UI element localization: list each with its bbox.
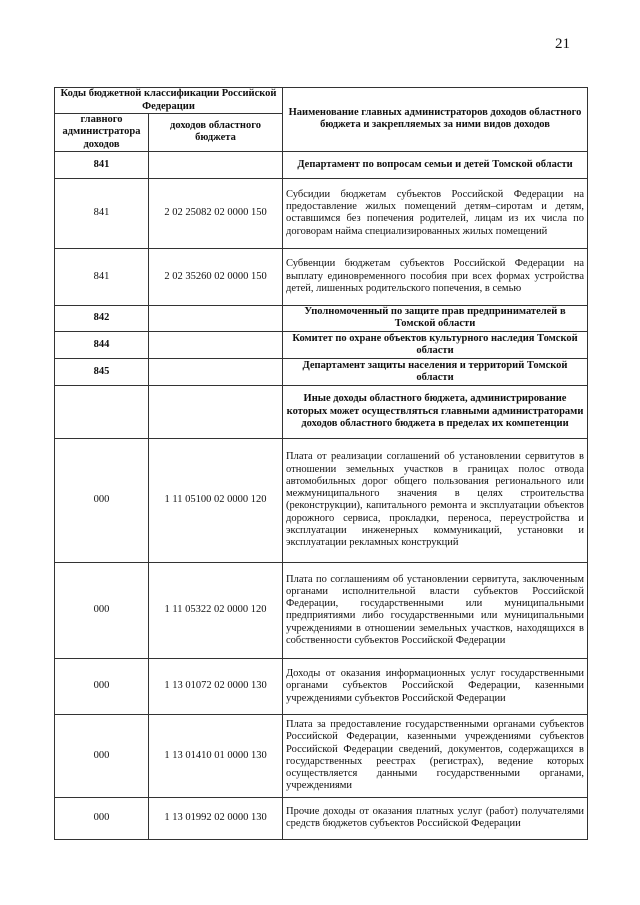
description-cell: Департамент защиты населения и территорий Томской области: [283, 358, 588, 385]
income-code-cell: 1 11 05322 02 0000 120: [149, 562, 283, 658]
income-code-cell: 2 02 35260 02 0000 150: [149, 248, 283, 305]
income-code-cell: 2 02 25082 02 0000 150: [149, 178, 283, 248]
header-codes-group: Коды бюджетной классификации Российской Федерации: [55, 88, 283, 114]
table-row: [55, 358, 588, 385]
header-income-column: доходов областного бюджета: [149, 114, 283, 152]
income-code-cell: 1 11 05100 02 0000 120: [149, 438, 283, 562]
description-cell: Прочие доходы от оказания платных услуг (работ) получателями средств бюджетов субъектов Российской Федерации: [283, 797, 588, 839]
income-code-cell: [149, 331, 283, 358]
table-row: [55, 714, 588, 797]
header-name-column: Наименование главных администраторов доходов областного бюджета и закрепляемых за ними видов доходов: [283, 88, 588, 152]
budget-classification-table: [54, 87, 588, 840]
table-row: [55, 178, 588, 248]
description-cell: Плата за предоставление государственными органами субъектов Российской Федерации, казенными учреждениями субъектов Российской Федерации сведений, документов, содержащихся в государственных реестрах (регистрах), ведение которых осуществляется данными государственными органами, учреждениями: [283, 714, 588, 797]
table-row: [55, 658, 588, 714]
admin-code-cell: 000: [55, 797, 149, 839]
admin-code-cell: 841: [55, 248, 149, 305]
admin-code-cell: 844: [55, 331, 149, 358]
table-row: [55, 248, 588, 305]
admin-code-cell: 842: [55, 305, 149, 331]
table-row: [55, 562, 588, 658]
description-cell: Иные доходы областного бюджета, администрирование которых может осуществляться главными администраторами доходов областного бюджета в пределах их компетенции: [283, 385, 588, 438]
table-row: [55, 438, 588, 562]
description-cell: Доходы от оказания информационных услуг государственными органами субъектов Российской Федерации, казенными учреждениями субъектов Российской Федерации: [283, 658, 588, 714]
admin-code-cell: 000: [55, 714, 149, 797]
admin-code-cell: 000: [55, 438, 149, 562]
header-admin-column: главного администратора доходов: [55, 114, 149, 152]
admin-code-cell: 841: [55, 151, 149, 178]
table-row: [55, 797, 588, 839]
income-code-cell: 1 13 01992 02 0000 130: [149, 797, 283, 839]
table-row: [55, 331, 588, 358]
description-cell: Плата по соглашениям об установлении сервитута, заключенным органами исполнительной власти субъектов Российской Федерации, государственными или муниципальными предприятиями либо государственными или муниципальными учреждениями в отношении земельных участков, находящихся в собственности субъектов Российской Федерации: [283, 562, 588, 658]
description-cell: Комитет по охране объектов культурного наследия Томской области: [283, 331, 588, 358]
income-code-cell: [149, 385, 283, 438]
table-row: [55, 305, 588, 331]
admin-code-cell: 000: [55, 658, 149, 714]
income-code-cell: [149, 151, 283, 178]
admin-code-cell: 841: [55, 178, 149, 248]
admin-code-cell: 845: [55, 358, 149, 385]
income-code-cell: 1 13 01410 01 0000 130: [149, 714, 283, 797]
admin-code-cell: [55, 385, 149, 438]
header-row-1: [55, 88, 588, 114]
income-code-cell: [149, 305, 283, 331]
description-cell: Департамент по вопросам семьи и детей Томской области: [283, 151, 588, 178]
page-number: 21: [555, 36, 570, 52]
description-cell: Субвенции бюджетам субъектов Российской Федерации на выплату единовременного пособия при всех формах устройства детей, лишенных родительского попечения, в семью: [283, 248, 588, 305]
table-row: [55, 385, 588, 438]
table-row: [55, 151, 588, 178]
income-code-cell: 1 13 01072 02 0000 130: [149, 658, 283, 714]
income-code-cell: [149, 358, 283, 385]
description-cell: Субсидии бюджетам субъектов Российской Федерации на предоставление жилых помещений детям–сиротам и детям, оставшимся без попечения родителей, лицам из их числа по договорам найма специализированных жилых помещений: [283, 178, 588, 248]
description-cell: Уполномоченный по защите прав предпринимателей в Томской области: [283, 305, 588, 331]
admin-code-cell: 000: [55, 562, 149, 658]
description-cell: Плата от реализации соглашений об установлении сервитутов в отношении земельных участков в границах полос отвода автомобильных дорог общего пользования регионального или межмуниципального значения в целях строительства (реконструкции), капитального ремонта и эксплуатации объектов дорожного сервиса, прокладки, переноса, переустройства и эксплуатации инженерных коммуникаций, установки и эксплуатации рекламных конструкций: [283, 438, 588, 562]
